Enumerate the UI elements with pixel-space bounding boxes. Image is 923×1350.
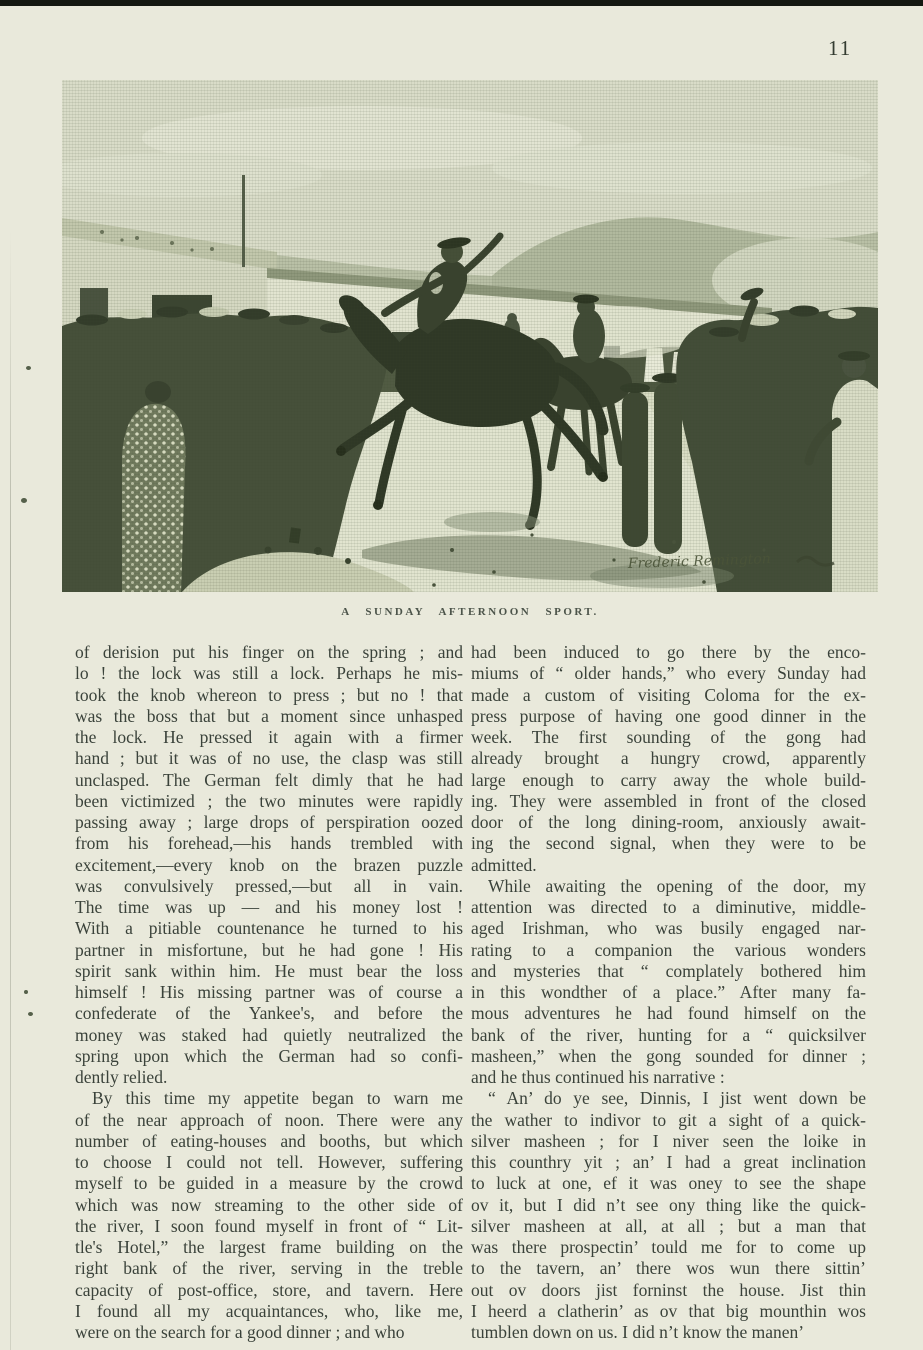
text-line: myself to be guided in a measure by the crowd (75, 1173, 463, 1194)
dust-speck (21, 498, 27, 503)
text-line: silver masheen ; for I niver seen the loike in (471, 1130, 866, 1151)
text-line: spirit sank within him. He must bear the loss (75, 960, 463, 981)
text-line: lo ! the lock was still a lock. Perhaps he mis- (75, 663, 463, 684)
text-line: admitted. (471, 854, 537, 875)
text-line: right bank of the river, serving in the treble (75, 1258, 463, 1279)
text-line: and mysteries that “ complately bothered him (471, 960, 866, 981)
text-line: large enough to carry away the whole build- (471, 769, 866, 790)
text-line: spring upon which the German had so confi- (75, 1045, 463, 1066)
text-line: mous adventures he had found himself on the (471, 1003, 866, 1024)
text-line: himself ! His missing partner was of course a (75, 982, 463, 1002)
dust-speck (28, 1012, 33, 1016)
text-line: from his forehead,—his hands trembled with (75, 833, 463, 854)
text-line: to luck at one, ef it was oney to see the shape (471, 1173, 866, 1194)
illustration-caption: A SUNDAY AFTERNOON SPORT. (341, 606, 599, 618)
text-line: the river, I soon found myself in front of “ Lit- (75, 1215, 463, 1236)
text-line: of derision put his finger on the spring ; and (75, 642, 463, 662)
text-line: already brought a hungry crowd, apparently (471, 748, 866, 769)
text-line: ov it, but I did n’t see ony thing like the quick- (471, 1194, 866, 1215)
text-line: had been induced to go there by the enco- (471, 642, 866, 662)
text-line: While awaiting the opening of the door, my (488, 875, 866, 896)
text-line: ing the second signal, when they were to be (471, 833, 866, 854)
text-line: were on the search for a good dinner ; and who (75, 1322, 405, 1342)
text-line: aged Irishman, who was busily engaged nar- (471, 918, 866, 939)
text-line: out ov doors jist forninst the house. Jist thin (471, 1279, 866, 1300)
page-fold-line (10, 230, 11, 1350)
text-line: excitement,—every knob on the brazen puzzle (75, 854, 463, 875)
paragraph (75, 642, 463, 1088)
text-line: I found all my acquaintances, who, like me, (75, 1300, 463, 1321)
text-line: With a pitiable countenance he turned to his (75, 918, 463, 939)
text-line: ing. They were assembled in front of the closed (471, 790, 866, 811)
text-line: tle's Hotel,” the largest frame building on the (75, 1237, 463, 1257)
scan-top-edge (0, 0, 923, 6)
dust-speck (24, 990, 28, 994)
text-line: number of eating-houses and booths, but which (75, 1130, 463, 1151)
text-line: miums of “ older hands,” who every Sunday had (471, 663, 866, 684)
text-line: I heerd a clatherin’ as ov that big mounthin wos (471, 1300, 866, 1321)
text-line: made a custom of visiting Coloma for the ex- (471, 684, 866, 705)
text-line: capacity of post-office, store, and tavern. Here (75, 1279, 463, 1300)
dust-speck (26, 366, 31, 370)
text-line: in this wondther of a place.” After many fa- (471, 982, 866, 1002)
text-line: to choose I could not tell. However, suffering (75, 1152, 463, 1172)
paragraph (471, 876, 866, 1089)
text-line: masheen,” when the gong sounded for dinner ; (471, 1045, 866, 1066)
text-line: the lock. He pressed it again with a firmer (75, 727, 463, 747)
text-line: took the knob whereon to press ; but no ! that (75, 684, 463, 705)
text-line: money was staked had quietly neutralized the (75, 1024, 463, 1045)
text-line: was convulsively pressed,—but all in vain. (75, 875, 463, 896)
text-line: the wather to indivor to git a sight of a quick- (471, 1109, 866, 1130)
text-line: silver masheen at all, at all ; but a man that (471, 1215, 866, 1236)
text-line: attention was directed to a diminutive, middle- (471, 897, 866, 917)
text-line: door of the long dining-room, anxiously await- (471, 812, 866, 832)
text-line: tumblen down on us. I did n’t know the manen’ (471, 1322, 805, 1342)
text-line: of the near approach of noon. There were any (75, 1109, 463, 1130)
column-right (471, 642, 866, 1343)
text-line: passing away ; large drops of perspiration oozed (75, 812, 463, 832)
text-line: press purpose of having one good dinner in the (471, 705, 866, 726)
paragraph (471, 1088, 866, 1343)
text-line: bank of the river, hunting for a “ quicksilver (471, 1024, 866, 1045)
text-line: this counthry yit ; an’ I had a great inclination (471, 1152, 866, 1172)
text-line: was the boss that but a moment since unhasped (75, 705, 463, 726)
text-line: to the tavern, an’ there wos wun there sittin’ (471, 1258, 866, 1279)
text-line: week. The first sounding of the gong had (471, 727, 866, 747)
text-line: The time was up — and his money lost ! (75, 897, 463, 917)
text-line: been victimized ; the two minutes were rapidly (75, 790, 463, 811)
text-line: By this time my appetite began to warn me (92, 1088, 463, 1109)
text-line: “ An’ do ye see, Dinnis, I jist went down be (488, 1088, 866, 1109)
paragraph (471, 642, 866, 876)
column-left (75, 642, 463, 1343)
page-number: 11 (828, 36, 853, 60)
text-line: which was now streaming to the other side of (75, 1194, 463, 1215)
paragraph (75, 1088, 463, 1343)
engraving-illustration (62, 80, 878, 592)
engraving-texture (62, 80, 878, 592)
text-line: hand ; but it was of no use, the clasp was still (75, 748, 463, 769)
text-line: was there prospectin’ tould me for to come up (471, 1237, 866, 1257)
text-line: dently relied. (75, 1067, 168, 1087)
text-line: rating to a companion the various wonders (471, 939, 866, 960)
text-line: unclasped. The German felt dimly that he had (75, 769, 463, 790)
text-line: confederate of the Yankee's, and before the (75, 1003, 463, 1024)
text-line: partner in misfortune, but he had gone ! His (75, 939, 463, 960)
text-line: and he thus continued his narrative : (471, 1067, 725, 1087)
